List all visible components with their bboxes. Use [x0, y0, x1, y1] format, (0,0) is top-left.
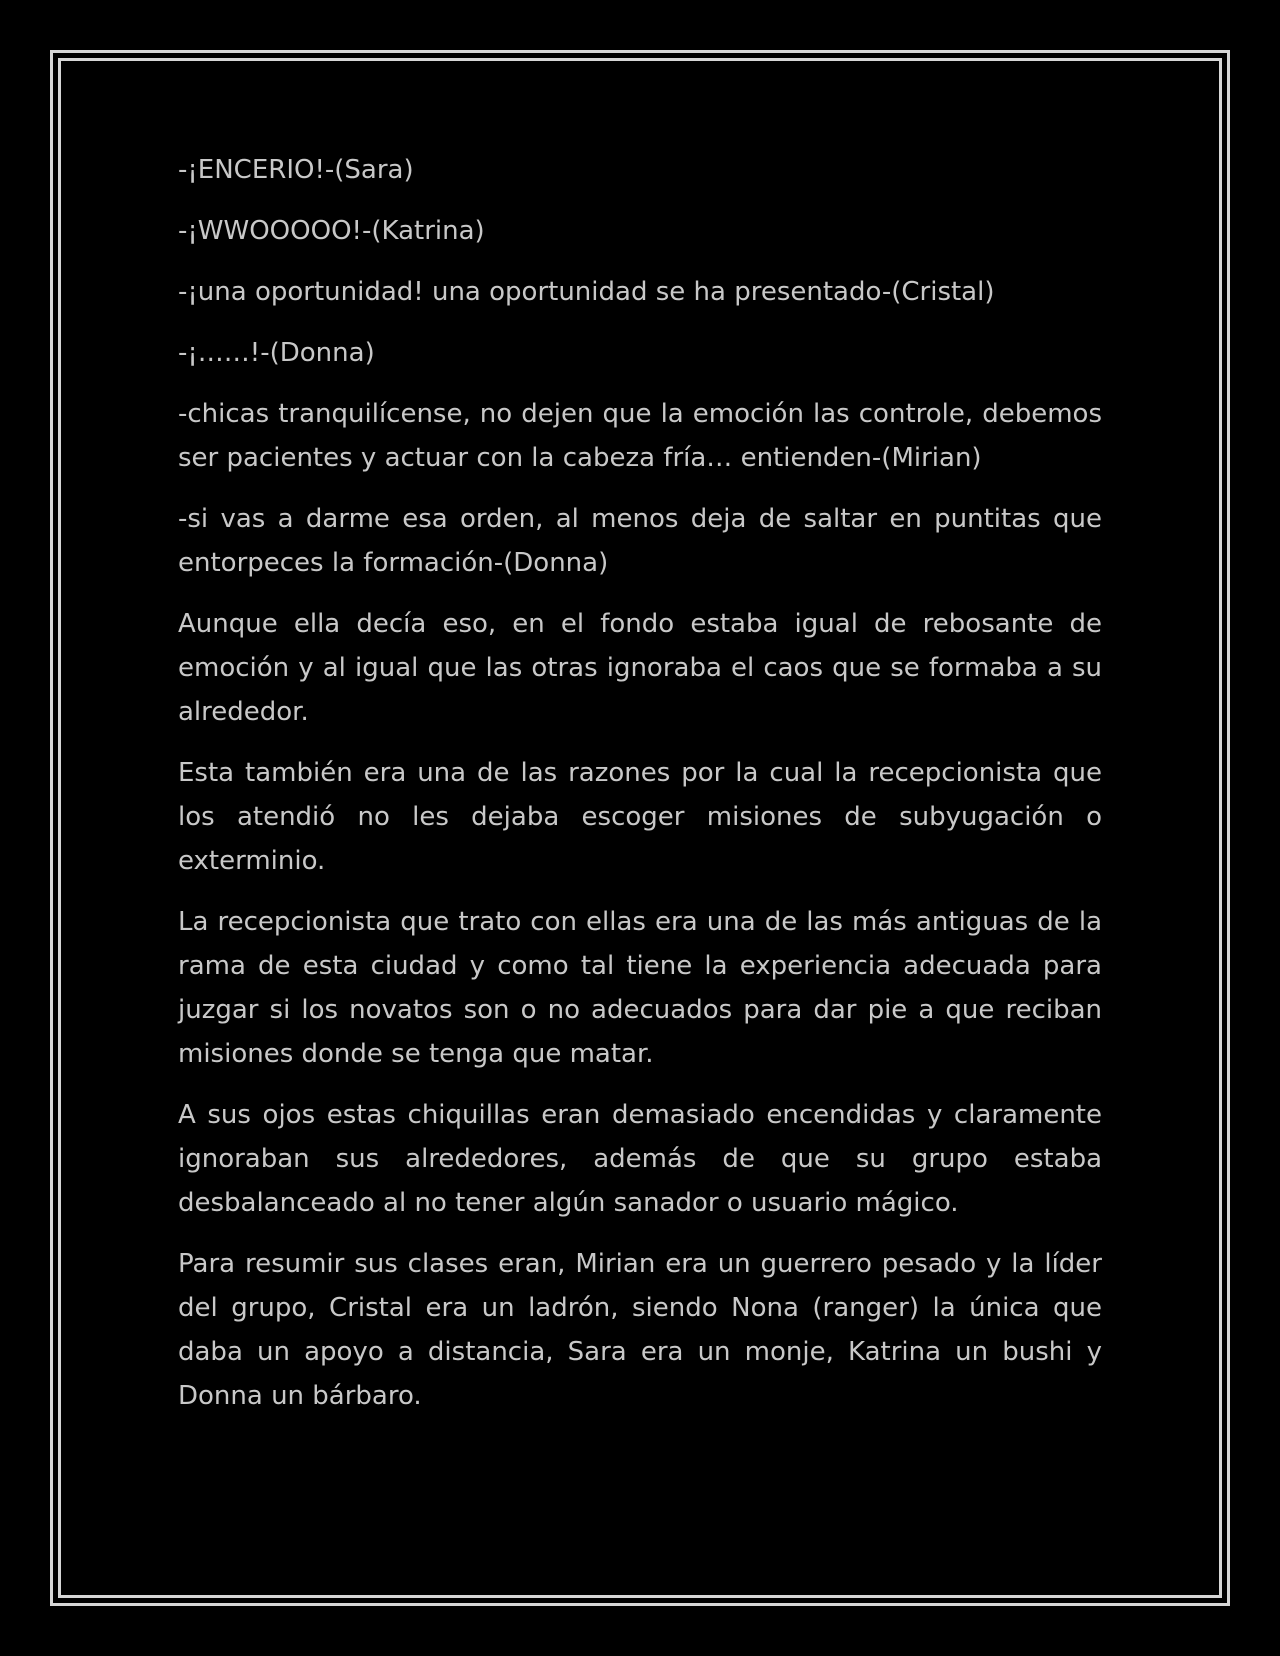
narration-paragraph: Aunque ella decía eso, en el fondo estaba igual de rebosante de emoción y al igual que las otras ignoraba el caos que se formaba a su alrededor. [178, 609, 1102, 727]
dialogue-line-sara: -¡ENCERIO!-(Sara) [178, 155, 414, 185]
dialogue-line-katrina: -¡WWOOOOO!-(Katrina) [178, 216, 485, 246]
narration-paragraph: Esta también era una de las razones por la cual la recepcionista que los atendió no les dejaba escoger misiones de subyugación o exterminio. [178, 758, 1102, 876]
narration-paragraph: A sus ojos estas chiquillas eran demasiado encendidas y claramente ignoraban sus alrededores, además de que su grupo estaba desbalanceado al no tener algún sanador o usuario mágico. [178, 1100, 1102, 1218]
dialogue-line-donna-reply: -si vas a darme esa orden, al menos deja de saltar en puntitas que entorpeces la formación-(Donna) [178, 504, 1102, 578]
narration-paragraph: La recepcionista que trato con ellas era una de las más antiguas de la rama de esta ciudad y como tal tiene la experiencia adecuada para juzgar si los novatos son o no adecuados para dar pie a que reciban misiones donde se tenga que matar. [178, 907, 1102, 1069]
narration-paragraph: Para resumir sus clases eran, Mirian era un guerrero pesado y la líder del grupo, Cristal era un ladrón, siendo Nona (ranger) la única que daba un apoyo a distancia, Sara era un monje, Katrina un bushi y Donna un bárbaro. [178, 1249, 1102, 1411]
dialogue-line-donna: -¡……!-(Donna) [178, 338, 375, 368]
document-body [178, 148, 1102, 1435]
dialogue-line-mirian: -chicas tranquilícense, no dejen que la emoción las controle, debemos ser pacientes y actuar con la cabeza fría… entienden-(Mirian) [178, 399, 1102, 473]
dialogue-line-cristal: -¡una oportunidad! una oportunidad se ha presentado-(Cristal) [178, 277, 995, 307]
